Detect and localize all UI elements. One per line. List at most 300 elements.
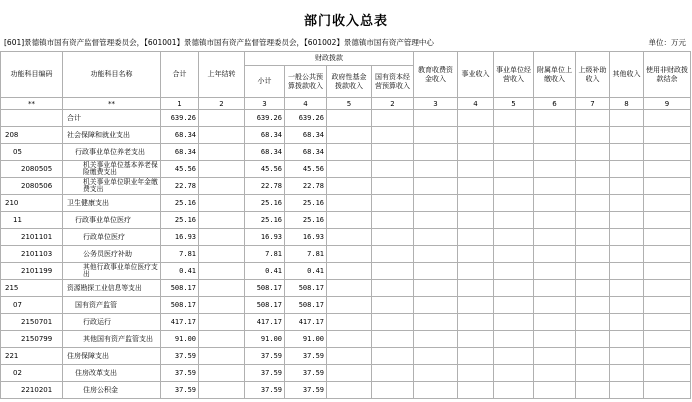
empty-cell — [576, 229, 610, 246]
empty-cell — [534, 178, 576, 195]
empty-cell — [458, 127, 494, 144]
row-subtotal: 37.59 — [245, 365, 285, 382]
row-subtotal: 25.16 — [245, 195, 285, 212]
row-name: 公务员医疗补助 — [63, 246, 161, 263]
table-row — [1, 382, 691, 399]
index-cell: 6 — [534, 98, 576, 110]
empty-cell — [372, 178, 414, 195]
row-code: 11 — [1, 212, 63, 229]
index-row — [1, 98, 691, 110]
empty-cell — [610, 229, 644, 246]
empty-cell — [372, 110, 414, 127]
empty-cell — [576, 314, 610, 331]
empty-cell — [372, 195, 414, 212]
index-cell: ** — [63, 98, 161, 110]
row-carry — [199, 212, 245, 229]
empty-cell — [327, 246, 372, 263]
row-name: 机关事业单位职业年金缴费支出 — [63, 178, 161, 195]
index-cell: 5 — [494, 98, 534, 110]
index-cell: 4 — [285, 98, 327, 110]
empty-cell — [644, 331, 691, 348]
index-cell: 3 — [414, 98, 458, 110]
empty-cell — [534, 348, 576, 365]
empty-cell — [644, 144, 691, 161]
row-code: 2080505 — [1, 161, 63, 178]
header-general: 一般公共预算拨款收入 — [285, 66, 327, 98]
empty-cell — [610, 127, 644, 144]
empty-cell — [610, 348, 644, 365]
table-row — [1, 178, 691, 195]
empty-cell — [372, 314, 414, 331]
empty-cell — [372, 161, 414, 178]
empty-cell — [327, 331, 372, 348]
row-total: 0.41 — [161, 263, 199, 280]
empty-cell — [576, 382, 610, 399]
empty-cell — [534, 297, 576, 314]
row-name: 其他行政事业单位医疗支出 — [63, 263, 161, 280]
row-name: 住房公积金 — [63, 382, 161, 399]
empty-cell — [576, 246, 610, 263]
row-total: 7.81 — [161, 246, 199, 263]
row-total: 22.78 — [161, 178, 199, 195]
row-total: 508.17 — [161, 280, 199, 297]
table-row — [1, 161, 691, 178]
empty-cell — [534, 365, 576, 382]
header-other: 其他收入 — [610, 52, 644, 98]
row-total: 16.93 — [161, 229, 199, 246]
empty-cell — [372, 212, 414, 229]
empty-cell — [576, 195, 610, 212]
empty-cell — [327, 348, 372, 365]
table-row — [1, 280, 691, 297]
row-carry — [199, 178, 245, 195]
empty-cell — [534, 246, 576, 263]
row-carry — [199, 127, 245, 144]
header-gov-fund: 政府性基金拨款收入 — [327, 66, 372, 98]
table-header — [1, 52, 691, 110]
empty-cell — [534, 195, 576, 212]
empty-cell — [494, 212, 534, 229]
empty-cell — [644, 161, 691, 178]
empty-cell — [644, 178, 691, 195]
empty-cell — [494, 382, 534, 399]
index-cell: 1 — [161, 98, 199, 110]
row-total: 68.34 — [161, 144, 199, 161]
empty-cell — [458, 348, 494, 365]
row-name: 住房保障支出 — [63, 348, 161, 365]
row-code: 2080506 — [1, 178, 63, 195]
header-affiliate: 附属单位上缴收入 — [534, 52, 576, 98]
empty-cell — [414, 297, 458, 314]
row-name: 行政单位医疗 — [63, 229, 161, 246]
row-code: 210 — [1, 195, 63, 212]
empty-cell — [576, 263, 610, 280]
empty-cell — [372, 246, 414, 263]
row-name: 行政事业单位医疗 — [63, 212, 161, 229]
empty-cell — [327, 280, 372, 297]
table-row — [1, 365, 691, 382]
index-cell: 3 — [245, 98, 285, 110]
row-carry — [199, 195, 245, 212]
empty-cell — [534, 161, 576, 178]
row-total: 25.16 — [161, 195, 199, 212]
row-general: 508.17 — [285, 297, 327, 314]
empty-cell — [576, 297, 610, 314]
empty-cell — [534, 382, 576, 399]
empty-cell — [372, 365, 414, 382]
header-carry: 上年结转 — [199, 52, 245, 98]
empty-cell — [644, 297, 691, 314]
header-higher-subsidy: 上级补助收入 — [576, 52, 610, 98]
row-total: 37.59 — [161, 365, 199, 382]
empty-cell — [610, 144, 644, 161]
row-subtotal: 68.34 — [245, 127, 285, 144]
empty-cell — [576, 161, 610, 178]
row-carry — [199, 297, 245, 314]
row-code: 07 — [1, 297, 63, 314]
empty-cell — [327, 297, 372, 314]
empty-cell — [494, 280, 534, 297]
index-cell: 4 — [458, 98, 494, 110]
row-subtotal: 0.41 — [245, 263, 285, 280]
table-row — [1, 263, 691, 280]
empty-cell — [414, 144, 458, 161]
empty-cell — [610, 331, 644, 348]
empty-cell — [458, 212, 494, 229]
empty-cell — [494, 314, 534, 331]
empty-cell — [644, 348, 691, 365]
empty-cell — [327, 314, 372, 331]
index-cell: 5 — [327, 98, 372, 110]
empty-cell — [610, 246, 644, 263]
empty-cell — [372, 297, 414, 314]
empty-cell — [576, 110, 610, 127]
row-general: 68.34 — [285, 144, 327, 161]
row-carry — [199, 314, 245, 331]
empty-cell — [494, 263, 534, 280]
report-title: 部门收入总表 — [303, 14, 388, 29]
empty-cell — [458, 110, 494, 127]
row-subtotal: 68.34 — [245, 144, 285, 161]
empty-cell — [494, 331, 534, 348]
row-general: 639.26 — [285, 110, 327, 127]
row-carry — [199, 382, 245, 399]
row-general: 0.41 — [285, 263, 327, 280]
empty-cell — [534, 127, 576, 144]
header-business: 事业收入 — [458, 52, 494, 98]
index-cell: 8 — [610, 98, 644, 110]
empty-cell — [534, 212, 576, 229]
empty-cell — [644, 127, 691, 144]
row-total: 37.59 — [161, 348, 199, 365]
empty-cell — [414, 263, 458, 280]
row-total: 508.17 — [161, 297, 199, 314]
index-cell: 2 — [372, 98, 414, 110]
empty-cell — [610, 195, 644, 212]
row-carry — [199, 110, 245, 127]
empty-cell — [372, 263, 414, 280]
empty-cell — [644, 195, 691, 212]
row-carry — [199, 365, 245, 382]
row-code: 208 — [1, 127, 63, 144]
row-name: 行政运行 — [63, 314, 161, 331]
empty-cell — [414, 314, 458, 331]
empty-cell — [372, 127, 414, 144]
row-carry — [199, 229, 245, 246]
row-code: 02 — [1, 365, 63, 382]
empty-cell — [534, 229, 576, 246]
index-cell: 9 — [644, 98, 691, 110]
row-general: 25.16 — [285, 212, 327, 229]
table-row — [1, 144, 691, 161]
row-subtotal: 508.17 — [245, 297, 285, 314]
empty-cell — [494, 348, 534, 365]
row-carry — [199, 280, 245, 297]
empty-cell — [494, 195, 534, 212]
empty-cell — [576, 280, 610, 297]
empty-cell — [494, 365, 534, 382]
empty-cell — [610, 178, 644, 195]
row-carry — [199, 161, 245, 178]
empty-cell — [327, 365, 372, 382]
empty-cell — [458, 382, 494, 399]
empty-cell — [494, 161, 534, 178]
empty-cell — [534, 280, 576, 297]
empty-cell — [458, 161, 494, 178]
row-carry — [199, 348, 245, 365]
empty-cell — [610, 110, 644, 127]
unit-label: 单位：万元 — [648, 38, 686, 47]
empty-cell — [414, 110, 458, 127]
empty-cell — [494, 110, 534, 127]
row-code: 2210201 — [1, 382, 63, 399]
table-row — [1, 297, 691, 314]
empty-cell — [458, 297, 494, 314]
row-general: 68.34 — [285, 127, 327, 144]
row-code: 215 — [1, 280, 63, 297]
empty-cell — [644, 229, 691, 246]
empty-cell — [414, 280, 458, 297]
empty-cell — [414, 246, 458, 263]
row-general: 417.17 — [285, 314, 327, 331]
row-total: 45.56 — [161, 161, 199, 178]
table-body — [1, 110, 691, 399]
empty-cell — [644, 365, 691, 382]
empty-cell — [610, 297, 644, 314]
row-carry — [199, 144, 245, 161]
empty-cell — [610, 280, 644, 297]
row-name: 住房改革支出 — [63, 365, 161, 382]
empty-cell — [644, 314, 691, 331]
income-summary-table — [0, 51, 691, 399]
row-carry — [199, 246, 245, 263]
empty-cell — [414, 365, 458, 382]
row-name: 卫生健康支出 — [63, 195, 161, 212]
empty-cell — [327, 110, 372, 127]
empty-cell — [458, 246, 494, 263]
empty-cell — [372, 144, 414, 161]
row-total: 68.34 — [161, 127, 199, 144]
empty-cell — [414, 331, 458, 348]
row-subtotal: 417.17 — [245, 314, 285, 331]
empty-cell — [494, 246, 534, 263]
row-code: 2101103 — [1, 246, 63, 263]
empty-cell — [414, 178, 458, 195]
row-general: 37.59 — [285, 348, 327, 365]
header-edu-fee: 教育收费资金收入 — [414, 52, 458, 98]
empty-cell — [610, 365, 644, 382]
empty-cell — [414, 127, 458, 144]
empty-cell — [372, 331, 414, 348]
empty-cell — [610, 161, 644, 178]
row-subtotal: 45.56 — [245, 161, 285, 178]
empty-cell — [414, 229, 458, 246]
empty-cell — [458, 263, 494, 280]
empty-cell — [327, 212, 372, 229]
table-row — [1, 314, 691, 331]
empty-cell — [414, 161, 458, 178]
table-row — [1, 110, 691, 127]
row-subtotal: 16.93 — [245, 229, 285, 246]
row-total: 91.00 — [161, 331, 199, 348]
empty-cell — [458, 195, 494, 212]
header-name: 功能科目名称 — [63, 52, 161, 98]
row-subtotal: 7.81 — [245, 246, 285, 263]
empty-cell — [372, 229, 414, 246]
row-code — [1, 110, 63, 127]
row-general: 22.78 — [285, 178, 327, 195]
row-total: 417.17 — [161, 314, 199, 331]
row-general: 7.81 — [285, 246, 327, 263]
empty-cell — [494, 229, 534, 246]
empty-cell — [644, 263, 691, 280]
table-row — [1, 348, 691, 365]
empty-cell — [576, 212, 610, 229]
row-code: 2150701 — [1, 314, 63, 331]
empty-cell — [458, 314, 494, 331]
empty-cell — [610, 314, 644, 331]
empty-cell — [327, 195, 372, 212]
table-row — [1, 212, 691, 229]
empty-cell — [576, 331, 610, 348]
row-code: 2101199 — [1, 263, 63, 280]
empty-cell — [327, 144, 372, 161]
empty-cell — [458, 229, 494, 246]
row-carry — [199, 331, 245, 348]
row-subtotal: 37.59 — [245, 348, 285, 365]
row-code: 05 — [1, 144, 63, 161]
empty-cell — [414, 348, 458, 365]
empty-cell — [644, 212, 691, 229]
table-row — [1, 195, 691, 212]
empty-cell — [576, 178, 610, 195]
empty-cell — [576, 365, 610, 382]
row-subtotal: 25.16 — [245, 212, 285, 229]
empty-cell — [534, 331, 576, 348]
department-subtitle: [601]景德镇市国有资产监督管理委员会，【601001】景德镇市国有资产监督管理委员会，【601002】景德镇市国有资产管理中心 — [4, 38, 434, 47]
empty-cell — [458, 331, 494, 348]
empty-cell — [610, 263, 644, 280]
row-subtotal: 91.00 — [245, 331, 285, 348]
empty-cell — [458, 178, 494, 195]
empty-cell — [372, 382, 414, 399]
row-subtotal: 37.59 — [245, 382, 285, 399]
row-general: 37.59 — [285, 382, 327, 399]
empty-cell — [610, 212, 644, 229]
row-code: 221 — [1, 348, 63, 365]
header-non-fiscal-surplus: 使用非财政拨款结余 — [644, 52, 691, 98]
table-row — [1, 127, 691, 144]
empty-cell — [644, 280, 691, 297]
empty-cell — [534, 263, 576, 280]
row-general: 25.16 — [285, 195, 327, 212]
row-total: 639.26 — [161, 110, 199, 127]
header-state-capital: 国有资本经营预算收入 — [372, 66, 414, 98]
header-total: 合计 — [161, 52, 199, 98]
index-cell: 2 — [199, 98, 245, 110]
table-row — [1, 246, 691, 263]
empty-cell — [458, 365, 494, 382]
empty-cell — [644, 246, 691, 263]
row-code: 2150799 — [1, 331, 63, 348]
table-row — [1, 229, 691, 246]
empty-cell — [534, 144, 576, 161]
empty-cell — [576, 127, 610, 144]
row-general: 45.56 — [285, 161, 327, 178]
row-general: 91.00 — [285, 331, 327, 348]
row-name: 社会保障和就业支出 — [63, 127, 161, 144]
empty-cell — [327, 382, 372, 399]
row-total: 37.59 — [161, 382, 199, 399]
empty-cell — [610, 382, 644, 399]
row-name: 其他国有资产监管支出 — [63, 331, 161, 348]
empty-cell — [414, 212, 458, 229]
index-cell: ** — [1, 98, 63, 110]
empty-cell — [494, 178, 534, 195]
empty-cell — [576, 144, 610, 161]
row-name: 合计 — [63, 110, 161, 127]
empty-cell — [327, 263, 372, 280]
row-name: 行政事业单位养老支出 — [63, 144, 161, 161]
empty-cell — [458, 280, 494, 297]
empty-cell — [576, 348, 610, 365]
table-row — [1, 331, 691, 348]
empty-cell — [458, 144, 494, 161]
empty-cell — [534, 110, 576, 127]
empty-cell — [327, 178, 372, 195]
empty-cell — [414, 195, 458, 212]
header-fiscal-group: 财政拨款 — [245, 52, 414, 66]
row-code: 2101101 — [1, 229, 63, 246]
row-subtotal: 639.26 — [245, 110, 285, 127]
header-subtotal: 小计 — [245, 66, 285, 98]
row-total: 25.16 — [161, 212, 199, 229]
row-subtotal: 22.78 — [245, 178, 285, 195]
index-cell: 7 — [576, 98, 610, 110]
row-carry — [199, 263, 245, 280]
empty-cell — [534, 314, 576, 331]
empty-cell — [372, 348, 414, 365]
empty-cell — [494, 297, 534, 314]
row-general: 508.17 — [285, 280, 327, 297]
row-general: 16.93 — [285, 229, 327, 246]
empty-cell — [414, 382, 458, 399]
row-name: 机关事业单位基本养老保险缴费支出 — [63, 161, 161, 178]
empty-cell — [494, 127, 534, 144]
empty-cell — [372, 280, 414, 297]
row-general: 37.59 — [285, 365, 327, 382]
row-subtotal: 508.17 — [245, 280, 285, 297]
